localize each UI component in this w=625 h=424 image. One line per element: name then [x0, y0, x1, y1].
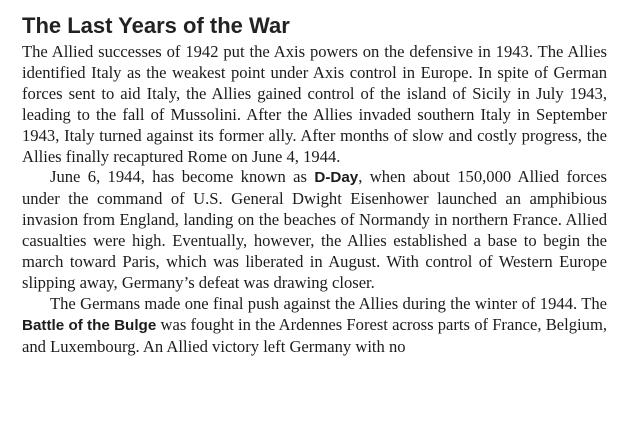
textbook-page	[22, 12, 607, 358]
paragraph-battle-of-the-bulge	[22, 294, 607, 358]
key-term-battle-of-the-bulge: Battle of the Bulge	[22, 316, 157, 334]
paragraph-text: was fought in the Ardennes Forest across parts of France, Belgium, and Luxembourg. An Allied victory left Germany with no	[22, 314, 607, 356]
paragraph-text: The Allied successes of 1942 put the Axis powers on the defensive in 1943. The Allies identified Italy as the weakest point under Axis control in Europe. In spite of German forces sent to aid Italy, the Allies gained control of the island of Sicily in July 1943, leading to the fall of Mussolini. After the Allies invaded southern Italy in September 1943, Italy turned against its former ally. After months of slow and costly progress, the Allies finally recaptured Rome on June 4, 1944.	[22, 42, 607, 166]
paragraph-text: June 6, 1944, has become known as	[50, 167, 315, 187]
key-term-d-day: D-Day	[314, 169, 359, 187]
paragraph-d-day	[22, 167, 607, 293]
section-heading: The Last Years of the War	[22, 13, 290, 38]
paragraph-italy-campaign	[22, 42, 607, 167]
paragraph-text: , when about 150,000 Allied forces under the command of U.S. General Dwight Eisenhower launched an amphibious invasion from England, landing on the beaches of Normandy in northern France. Allied casualties were high. Eventually, however, the Allies established a base to begin the march toward Paris, which was liberated in August. With control of Western Europe slipping away, Germany’s defeat was drawing closer.	[22, 167, 607, 292]
paragraph-text: The Germans made one final push against the Allies during the winter of 1944. The	[50, 293, 607, 313]
